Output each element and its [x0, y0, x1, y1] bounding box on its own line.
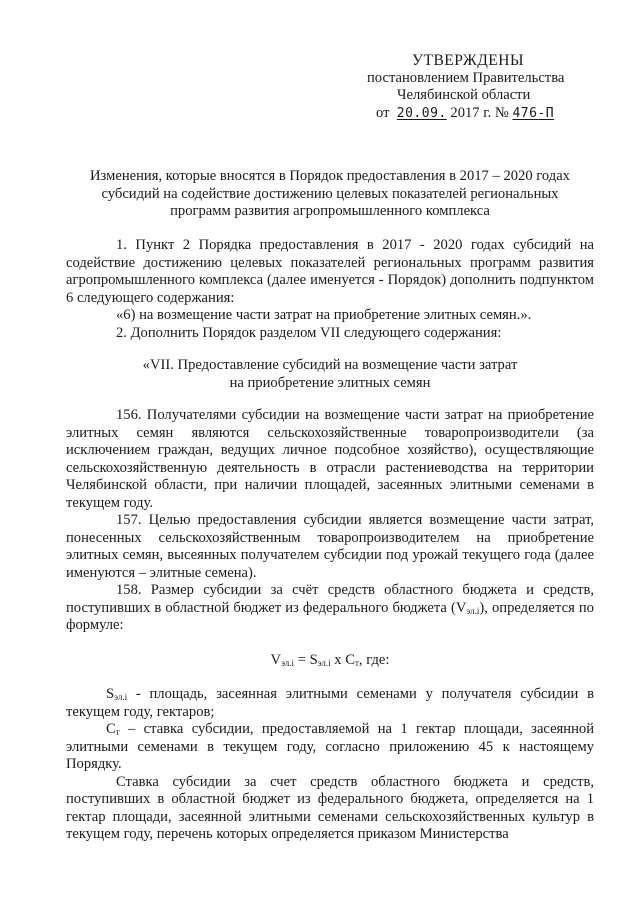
document-title — [66, 168, 594, 221]
date-year: 2017 г. № — [450, 105, 509, 121]
clause-158-subscript: эл.i — [466, 605, 480, 616]
date-prefix: от — [376, 105, 390, 121]
definition-s-text: - площадь, засеянная элитными семенами у получателя субсидии в текущем году, гектаров; — [66, 686, 594, 720]
formula-times-c: х C — [330, 651, 355, 668]
formula-tail: , где: — [358, 651, 390, 668]
item-2: 2. Дополнить Порядок разделом VII следующего содержания: — [116, 324, 502, 341]
formula-equals-s: = S — [294, 651, 318, 668]
section-heading-line-1: «VII. Предоставление субсидий на возмещение части затрат — [142, 357, 518, 373]
item-1: 1. Пункт 2 Порядка предоставления в 2017 - 2020 годах субсидий на содействие достижению целевых показателей региональных программ развития агропромышленного комплекса (далее именуется - Порядок) дополнить подпунктом 6 следующего содержания: — [66, 237, 594, 306]
handwritten-number: 476-П — [512, 106, 555, 121]
handwritten-date: 20.09. — [396, 106, 447, 121]
definition-c-subscript: т — [115, 727, 120, 737]
definition-s-subscript: эл.i — [114, 692, 128, 702]
section-heading-line-2: на приобретение элитных семян — [229, 374, 431, 391]
rate-paragraph: Ставка субсидии за счет средств областного бюджета и средств, поступивших в областной бюджет из федерального бюджета, определяется на 1 гектар площади, засеянной элитными семенами сельскохозяйственных культур в текущем году, перечень которых определяется приказом Министерства — [66, 773, 594, 842]
clause-158-tail: ), определяется по формуле: — [66, 599, 594, 633]
formula-v: V — [270, 651, 282, 668]
definition-c — [66, 721, 594, 774]
section-heading — [66, 357, 594, 392]
formula-v-sub: эл.i — [281, 657, 295, 668]
title-line-3: программ развития агропромышленного комплекса — [170, 203, 490, 219]
title-line-1: Изменения, которые вносятся в Порядок предоставления в 2017 – 2020 годах — [90, 168, 570, 184]
clause-158 — [66, 582, 594, 635]
title-line-2: субсидий на содействие достижению целевых показателей региональных — [101, 185, 559, 202]
formula-c-sub: т — [354, 657, 359, 668]
definition-s-symbol: S — [106, 686, 115, 702]
approval-date-line — [376, 105, 554, 123]
clause-157: 157. Целью предоставления субсидии является возмещение части затрат, понесенных сельскохозяйственным товаропроизводителем на приобретение элитных семян, высеянных получателем субсидии под урожай текущего года (далее именуются – элитные семена). — [66, 512, 594, 581]
approval-authority: постановлением Правительства — [367, 70, 565, 86]
clause-158-text: 158. Размер субсидии за счёт средств областного бюджета и средств, поступивших в областной бюджет из федерального бюджета (V — [66, 582, 594, 616]
subsidy-formula — [66, 652, 594, 670]
item-1-quote: «6) на возмещение части затрат на приобретение элитных семян.». — [116, 307, 532, 323]
definition-c-text: – ставка субсидии, предоставляемой на 1 гектар площади, засеянной элитными семенами в текущем году, согласно приложению 45 к настоящему Порядку. — [66, 721, 594, 772]
formula-s-sub: эл.i — [317, 657, 331, 668]
document-body — [66, 237, 594, 844]
clause-156: 156. Получателями субсидии на возмещение части затрат на приобретение элитных семян являются сельскохозяйственные товаропроизводители (за исключением граждан, ведущих личное подсобное хозяйство), осуществляющие сельскохозяйственную деятельность в отрасли растениеводства на территории Челябинской области, при наличии площадей, засеянных элитными семенами в текущем году. — [66, 407, 594, 511]
definition-s — [66, 686, 594, 721]
approval-title: УТВЕРЖДЕНЫ — [412, 52, 524, 69]
definition-c-symbol: С — [106, 721, 116, 737]
approval-region: Челябинской области — [397, 87, 531, 103]
